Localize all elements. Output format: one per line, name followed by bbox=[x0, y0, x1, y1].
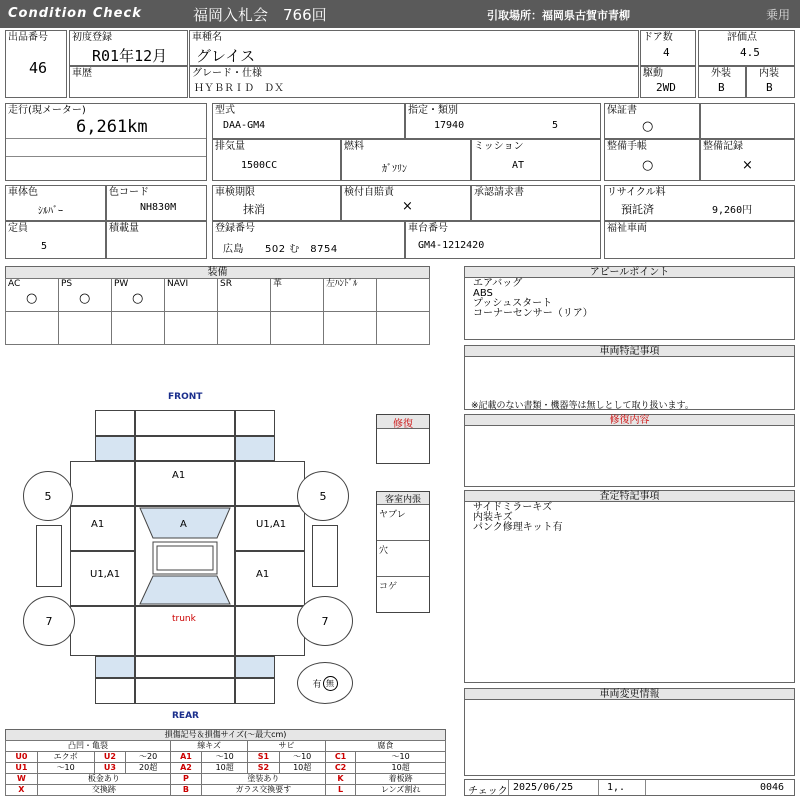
disp-value: 1500CC bbox=[241, 160, 278, 171]
auction-title: 福岡入札会 766回 bbox=[193, 6, 327, 24]
legend-cell: 線キズ bbox=[170, 741, 247, 752]
equipment-mark: ○ bbox=[132, 291, 144, 306]
tire-rear-right[interactable] bbox=[297, 596, 353, 646]
spare-none-circle bbox=[323, 676, 338, 691]
check-number: 0046 bbox=[760, 782, 785, 793]
legend-cell: エクボ bbox=[37, 752, 94, 763]
cabin-item[interactable]: コゲ bbox=[379, 582, 398, 592]
blank-box-1 bbox=[700, 103, 795, 139]
mission-value: AT bbox=[512, 160, 525, 171]
repair-panel bbox=[464, 414, 795, 487]
cap-value: 5 bbox=[41, 241, 48, 252]
model-label: 型式 bbox=[215, 105, 235, 116]
pickup-location: 引取場所：福岡県古賀市青柳 bbox=[487, 9, 630, 22]
regnum-value: 広島 502 む 8754 bbox=[223, 244, 338, 255]
special-title: 車両特記事項 bbox=[464, 345, 795, 357]
inspection-title: 査定特記事項 bbox=[464, 490, 795, 502]
equipment-cell-blank bbox=[5, 311, 59, 345]
appeal-line: ABS bbox=[473, 288, 493, 299]
record-value: × bbox=[742, 158, 753, 173]
equipment-cell-blank bbox=[376, 311, 430, 345]
legend-title: 損傷記号＆損傷サイズ(～最大cm) bbox=[5, 729, 446, 740]
spare-none: 無 bbox=[326, 678, 334, 688]
legend-row bbox=[6, 752, 446, 763]
fuel-label: 燃料 bbox=[344, 141, 364, 152]
manual-label: 整備手帳 bbox=[607, 141, 647, 152]
desig-box bbox=[405, 103, 601, 139]
ext-label: 外装 bbox=[711, 68, 731, 79]
ext-value: B bbox=[718, 81, 725, 94]
mission-label: ミッション bbox=[474, 141, 524, 152]
front-bumper-center[interactable] bbox=[135, 410, 235, 436]
drive-box bbox=[640, 66, 696, 98]
grade-value: ＨＹＢＲＩＤ ＤＸ bbox=[194, 83, 284, 94]
legend-row bbox=[6, 763, 446, 774]
tire-fr-value: 5 bbox=[319, 489, 327, 503]
int-value: B bbox=[766, 81, 773, 94]
insurance-value: × bbox=[402, 199, 413, 214]
color-value: ｼﾙﾊﾞｰ bbox=[38, 206, 63, 217]
appeal-lines bbox=[473, 279, 593, 319]
special-panel bbox=[464, 345, 795, 410]
rear-windshield bbox=[140, 576, 230, 604]
legend-cell: 10超 bbox=[202, 763, 248, 774]
change-panel bbox=[464, 688, 795, 776]
regnum-label: 登録番号 bbox=[215, 223, 255, 234]
car-name: グレイス bbox=[196, 47, 256, 65]
grade-box bbox=[189, 66, 639, 98]
equipment-label: PS bbox=[61, 279, 73, 289]
equipment-cell-blank bbox=[376, 278, 430, 312]
legend-cell: ～20 bbox=[126, 752, 171, 763]
front-left-damage: A1 bbox=[91, 519, 105, 530]
legend-cell: U2 bbox=[94, 752, 126, 763]
recycle-label: リサイクル料 bbox=[607, 187, 666, 198]
code-box bbox=[106, 185, 207, 221]
legend-cell: サビ bbox=[248, 741, 326, 752]
rear-bumper-center[interactable] bbox=[135, 678, 235, 704]
lot-label: 出品番号 bbox=[8, 32, 48, 43]
equipment-label: 革 bbox=[273, 279, 283, 289]
equipment-label: 左ﾊﾝﾄﾞﾙ bbox=[326, 279, 358, 289]
appeal-line: エアバッグ bbox=[473, 278, 523, 289]
equipment-cell-blank bbox=[58, 311, 112, 345]
warranty-box bbox=[604, 103, 700, 139]
fuel-value: ｶﾞｿﾘﾝ bbox=[382, 164, 407, 175]
disp-label: 排気量 bbox=[215, 141, 245, 152]
rear-fender-right[interactable] bbox=[235, 606, 305, 656]
cabin-title: 客室内張 bbox=[377, 492, 429, 505]
fuel-box bbox=[341, 139, 471, 181]
legend-cell: S2 bbox=[248, 763, 279, 774]
legend-cell: C1 bbox=[325, 752, 355, 763]
score-box bbox=[698, 30, 795, 66]
spare-tire[interactable] bbox=[297, 662, 353, 704]
claim-box bbox=[471, 185, 601, 221]
appeal-line: プッシュスタート bbox=[473, 298, 553, 309]
front-bumper-right[interactable] bbox=[235, 410, 275, 436]
legend-table bbox=[5, 740, 446, 796]
reg-label: 初度登録 bbox=[72, 32, 112, 43]
tire-front-right[interactable] bbox=[297, 471, 349, 521]
tire-rl-value: 7 bbox=[45, 614, 53, 628]
recycle-fee: 9,260円 bbox=[712, 205, 753, 216]
tire-front-left[interactable] bbox=[23, 471, 73, 521]
legend-cell: 交換跡 bbox=[37, 785, 170, 796]
equipment-cell-blank bbox=[111, 311, 165, 345]
legend-cell: 20超 bbox=[126, 763, 171, 774]
doors-value: 4 bbox=[663, 46, 670, 59]
cap-label: 定員 bbox=[8, 223, 28, 234]
equipment-cell-sr bbox=[217, 278, 271, 312]
model-value: DAA-GM4 bbox=[223, 120, 266, 131]
inspection-line: サイドミラーキズ bbox=[473, 502, 553, 513]
ext-box bbox=[698, 66, 746, 98]
code-value: NH830M bbox=[140, 202, 177, 213]
rear-light-right[interactable] bbox=[235, 656, 275, 678]
equipment-cell-blank bbox=[164, 311, 218, 345]
inspect-box bbox=[212, 185, 341, 221]
category-label: 乗用 bbox=[766, 8, 791, 22]
record-box bbox=[700, 139, 795, 181]
equipment-cell-blank bbox=[270, 311, 324, 345]
appeal-title: アピールポイント bbox=[464, 266, 795, 278]
regnum-box bbox=[212, 221, 405, 259]
color-label: 車体色 bbox=[8, 187, 38, 198]
equipment-cell-左ﾊﾝﾄﾞﾙ bbox=[323, 278, 377, 312]
tire-rr-value: 7 bbox=[321, 614, 329, 628]
appeal-line: コーナーセンサー（リア） bbox=[473, 308, 593, 319]
inspection-line: パンク修理キット有 bbox=[473, 522, 563, 533]
legend-cell: レンズ割れ bbox=[356, 785, 446, 796]
cabin-interior-box bbox=[376, 491, 430, 613]
equipment-title: 装備 bbox=[5, 266, 430, 278]
desig-value-1: 17940 bbox=[434, 120, 465, 131]
score-value: 4.5 bbox=[740, 46, 760, 59]
score-label: 評価点 bbox=[727, 32, 757, 43]
desig-label: 指定・類別 bbox=[408, 105, 458, 116]
equipment-label: NAVI bbox=[167, 279, 189, 289]
equipment-cell-pw bbox=[111, 278, 165, 312]
front-bumper-left[interactable] bbox=[95, 410, 135, 436]
welfare-label: 福祉車両 bbox=[607, 223, 647, 234]
front-light-right[interactable] bbox=[235, 436, 275, 461]
legend-cell: S1 bbox=[248, 752, 279, 763]
legend-cell: X bbox=[6, 785, 38, 796]
equipment-cell-blank bbox=[323, 311, 377, 345]
chassis-value: GM4-1212420 bbox=[418, 240, 485, 251]
equipment-cell-革 bbox=[270, 278, 324, 312]
inspect-value: 抹消 bbox=[243, 203, 265, 216]
front-grille[interactable] bbox=[135, 436, 235, 461]
equipment-mark: ○ bbox=[26, 291, 38, 306]
legend-cell: A2 bbox=[170, 763, 201, 774]
recycle-box bbox=[604, 185, 795, 221]
claim-label: 承認請求書 bbox=[474, 187, 524, 198]
header-bar bbox=[0, 0, 800, 28]
equipment-label: PW bbox=[114, 279, 129, 289]
front-fender-right[interactable] bbox=[235, 461, 305, 506]
desig-value-2: 5 bbox=[552, 120, 559, 131]
history-label: 車歴 bbox=[72, 68, 92, 79]
front-right-damage: U1,A1 bbox=[256, 519, 287, 530]
rear-left-damage: U1,A1 bbox=[90, 569, 121, 580]
warranty-label: 保証書 bbox=[607, 105, 637, 116]
legend-cell: W bbox=[6, 774, 38, 785]
code-label: 色コード bbox=[109, 187, 149, 198]
windshield-damage: A bbox=[180, 519, 187, 530]
history-box bbox=[69, 66, 188, 98]
load-box bbox=[106, 221, 207, 259]
spare-have: 有 bbox=[312, 679, 322, 690]
equipment-cell-blank bbox=[217, 311, 271, 345]
front-label: FRONT bbox=[168, 392, 203, 402]
insurance-label: 検付自賠責 bbox=[344, 187, 394, 198]
doors-label: ドア数 bbox=[643, 32, 673, 43]
rear-right-damage: A1 bbox=[256, 569, 270, 580]
reg-box bbox=[69, 30, 188, 66]
doors-box bbox=[640, 30, 696, 66]
front-fender-left[interactable] bbox=[70, 461, 135, 506]
recycle-status: 預託済 bbox=[621, 203, 654, 216]
legend-cell: U3 bbox=[94, 763, 126, 774]
legend-cell: 塗装あり bbox=[202, 774, 326, 785]
trunk-label: trunk bbox=[172, 614, 196, 624]
equipment-mark: ○ bbox=[79, 291, 91, 306]
legend-cell: 10超 bbox=[279, 763, 325, 774]
legend-cell: C2 bbox=[325, 763, 355, 774]
appeal-panel bbox=[464, 266, 795, 340]
equipment-label: AC bbox=[8, 279, 21, 289]
reg-date: R01年12月 bbox=[92, 47, 168, 65]
rear-label: REAR bbox=[172, 711, 199, 721]
inspect-label: 車検期限 bbox=[215, 187, 255, 198]
rear-bumper-right[interactable] bbox=[235, 678, 275, 704]
change-title: 車両変更情報 bbox=[464, 688, 795, 700]
lot-number: 46 bbox=[29, 59, 48, 77]
rear-bumper-left[interactable] bbox=[95, 678, 135, 704]
check-date: 2025/06/25 bbox=[513, 782, 574, 793]
rear-fender-left[interactable] bbox=[70, 606, 135, 656]
legend-cell: ガラス交換要す bbox=[202, 785, 326, 796]
front-light-left[interactable] bbox=[95, 436, 135, 461]
brand-title: Condition Check bbox=[8, 6, 142, 21]
legend-cell: ～10 bbox=[37, 763, 94, 774]
drive-value: 2WD bbox=[656, 81, 676, 94]
equipment-cell-ac bbox=[5, 278, 59, 312]
rear-door-right[interactable] bbox=[235, 551, 305, 606]
welfare-box bbox=[604, 221, 795, 259]
equipment-label: SR bbox=[220, 279, 232, 289]
legend-cell: 10超 bbox=[356, 763, 446, 774]
legend-cell: A1 bbox=[170, 752, 201, 763]
insurance-box bbox=[341, 185, 471, 221]
legend-cell: 着板跡 bbox=[356, 774, 446, 785]
right-side-step[interactable] bbox=[312, 525, 338, 587]
chassis-box bbox=[405, 221, 601, 259]
name-box bbox=[189, 30, 639, 66]
manual-box bbox=[604, 139, 700, 181]
legend-cell: ～10 bbox=[356, 752, 446, 763]
legend-cell: 板金あり bbox=[37, 774, 170, 785]
inspection-line: 内装キズ bbox=[473, 512, 513, 523]
cabin-item[interactable]: 穴 bbox=[377, 541, 429, 577]
legend-cell: 凸凹・亀裂 bbox=[6, 741, 171, 752]
legend-cell: L bbox=[325, 785, 355, 796]
special-note: ※記載のない書類・機器等は無しとして取り扱います。 bbox=[471, 401, 694, 411]
legend-cell: 腐食 bbox=[325, 741, 445, 752]
record-label: 整備記録 bbox=[703, 141, 743, 152]
equipment-cell-ps bbox=[58, 278, 112, 312]
equipment-cell-navi bbox=[164, 278, 218, 312]
drive-label: 駆動 bbox=[643, 68, 663, 79]
mileage-label: 走行(現メーター) bbox=[8, 105, 86, 116]
inspection-panel bbox=[464, 490, 795, 683]
legend-row bbox=[6, 741, 446, 752]
repair-title: 修復 bbox=[377, 415, 429, 429]
mileage-value: 6,261km bbox=[76, 117, 148, 137]
int-label: 内装 bbox=[759, 68, 779, 79]
warranty-value: ○ bbox=[642, 119, 654, 134]
bonnet[interactable] bbox=[135, 461, 235, 506]
check-mark: 1,. bbox=[607, 782, 626, 793]
chassis-label: 車台番号 bbox=[408, 223, 448, 234]
color-box bbox=[5, 185, 106, 221]
repair-box[interactable] bbox=[376, 414, 430, 464]
cap-box bbox=[5, 221, 106, 259]
name-label: 車種名 bbox=[192, 32, 222, 43]
legend-cell: U1 bbox=[6, 763, 38, 774]
load-label: 積載量 bbox=[109, 223, 139, 234]
tire-rear-left[interactable] bbox=[23, 596, 75, 646]
mileage-box bbox=[5, 103, 207, 181]
rear-panel[interactable] bbox=[135, 656, 235, 678]
cabin-item[interactable]: ヤブレ bbox=[377, 505, 429, 541]
rear-light-left[interactable] bbox=[95, 656, 135, 678]
manual-value: ○ bbox=[642, 158, 654, 173]
legend-cell: ～10 bbox=[279, 752, 325, 763]
mission-box bbox=[471, 139, 601, 181]
tire-fl-value: 5 bbox=[44, 489, 52, 503]
check-row bbox=[464, 779, 795, 796]
legend-cell: ～10 bbox=[202, 752, 248, 763]
legend-row bbox=[6, 785, 446, 796]
bonnet-damage: A1 bbox=[172, 470, 186, 481]
left-side-step[interactable] bbox=[36, 525, 62, 587]
check-label: チェック bbox=[468, 786, 508, 797]
inspection-lines bbox=[473, 503, 563, 533]
legend-cell: P bbox=[170, 774, 201, 785]
legend-cell: B bbox=[170, 785, 201, 796]
disp-box bbox=[212, 139, 341, 181]
legend-cell: U0 bbox=[6, 752, 38, 763]
legend-cell: K bbox=[325, 774, 355, 785]
legend-row bbox=[6, 774, 446, 785]
repair-content-title: 修復内容 bbox=[464, 414, 795, 426]
model-box bbox=[212, 103, 405, 139]
lot-box bbox=[5, 30, 67, 98]
grade-label: グレード・仕様 bbox=[192, 68, 262, 79]
int-box bbox=[746, 66, 795, 98]
